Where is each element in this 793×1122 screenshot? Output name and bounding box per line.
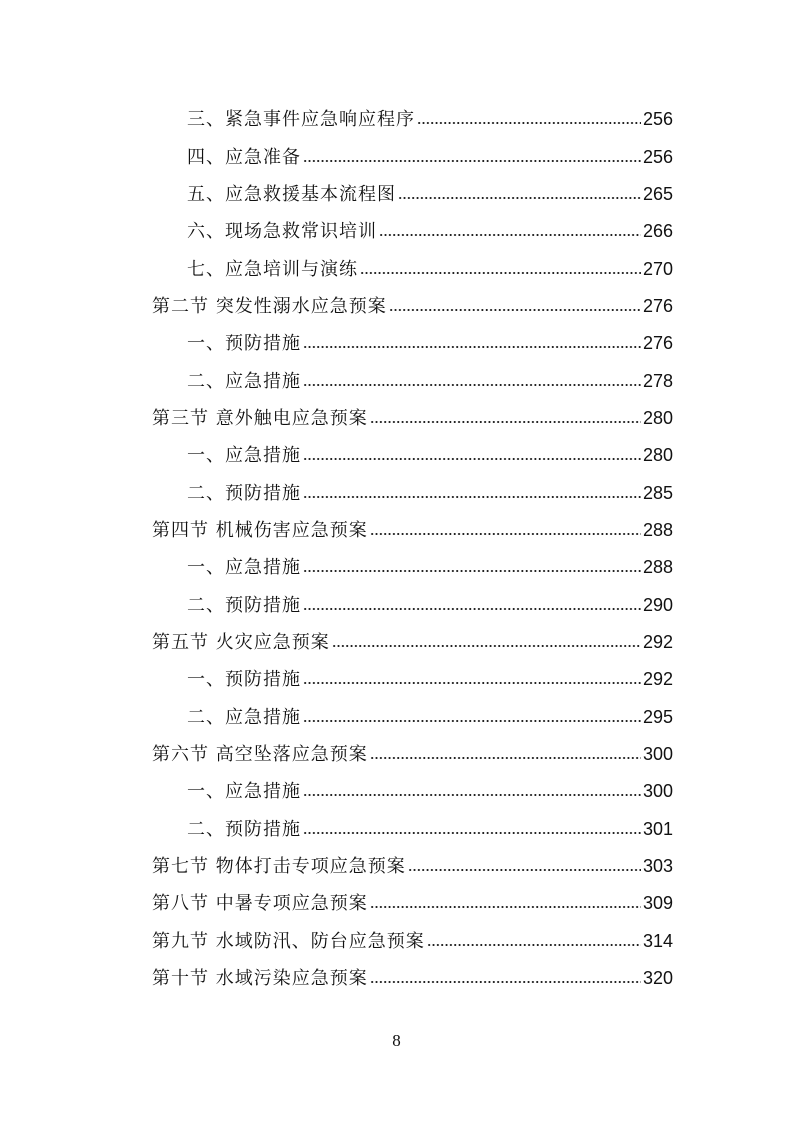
toc-entry-page: 285 [642,482,673,503]
toc-entry-page: 280 [642,445,673,466]
dot-leader [303,496,641,498]
toc-entry-title: 一、应急措施 [187,557,301,579]
toc-entry[interactable] [152,773,673,810]
toc-entry-title: 七、应急培训与演练 [187,258,358,280]
toc-entry-page: 300 [642,744,673,765]
toc-entry-title: 四、应急准备 [187,146,301,168]
toc-entry-title: 一、应急措施 [187,445,301,467]
dot-leader [360,272,641,274]
toc-entry-page: 292 [642,669,673,690]
toc-entry[interactable] [152,811,673,848]
toc-entry-page: 266 [642,221,673,242]
toc-section-entry[interactable] [152,624,673,661]
toc-entry-title: 五、应急救援基本流程图 [187,183,396,205]
toc-section-entry[interactable] [152,923,673,960]
dot-leader [370,421,641,423]
toc-entry-page: 276 [642,333,673,354]
table-of-contents [152,101,673,997]
toc-entry-title: 第四节 机械伤害应急预案 [152,519,368,541]
dot-leader [370,533,641,535]
toc-entry-page: 320 [642,968,673,989]
toc-entry[interactable] [152,250,673,287]
dot-leader [303,682,641,684]
page-number: 8 [392,1031,401,1050]
toc-section-entry[interactable] [152,288,673,325]
dot-leader [303,570,641,572]
toc-entry-page: 256 [642,109,673,130]
toc-entry-page: 295 [642,706,673,727]
toc-entry[interactable] [152,699,673,736]
dot-leader [370,906,641,908]
toc-entry-page: 300 [642,781,673,802]
toc-entry-page: 292 [642,631,673,652]
toc-section-entry[interactable] [152,736,673,773]
toc-entry-page: 303 [642,856,673,877]
toc-entry-title: 第十节 水域污染应急预案 [152,968,368,990]
toc-entry-page: 309 [642,893,673,914]
toc-entry-title: 第六节 高空坠落应急预案 [152,744,368,766]
toc-entry[interactable] [152,101,673,138]
toc-section-entry[interactable] [152,960,673,997]
toc-entry[interactable] [152,213,673,250]
dot-leader [303,608,641,610]
toc-entry-title: 第二节 突发性溺水应急预案 [152,295,387,317]
toc-entry-title: 第三节 意外触电应急预案 [152,407,368,429]
dot-leader [370,757,641,759]
toc-entry-title: 第九节 水域防汛、防台应急预案 [152,930,425,952]
dot-leader [398,197,641,199]
dot-leader [389,309,641,311]
toc-entry-page: 301 [642,818,673,839]
toc-entry-title: 二、应急措施 [187,706,301,728]
toc-entry[interactable] [152,138,673,175]
toc-entry[interactable] [152,437,673,474]
toc-section-entry[interactable] [152,885,673,922]
toc-entry-page: 280 [642,407,673,428]
toc-entry[interactable] [152,474,673,511]
toc-entry-title: 三、紧急事件应急响应程序 [187,109,415,131]
toc-section-entry[interactable] [152,400,673,437]
toc-entry[interactable] [152,176,673,213]
toc-entry-page: 314 [642,930,673,951]
toc-section-entry[interactable] [152,512,673,549]
toc-entry-title: 二、应急措施 [187,370,301,392]
toc-entry[interactable] [152,325,673,362]
dot-leader [332,645,641,647]
dot-leader [303,832,641,834]
toc-entry-title: 六、现场急救常识培训 [187,221,377,243]
toc-entry[interactable] [152,586,673,623]
toc-entry-title: 二、预防措施 [187,594,301,616]
toc-entry-page: 276 [642,295,673,316]
toc-entry-title: 第八节 中暑专项应急预案 [152,893,368,915]
toc-entry-title: 第五节 火灾应急预案 [152,631,330,653]
dot-leader [417,122,641,124]
toc-entry-page: 265 [642,183,673,204]
toc-entry-title: 二、预防措施 [187,482,301,504]
toc-section-entry[interactable] [152,848,673,885]
toc-entry-page: 270 [642,258,673,279]
dot-leader [303,384,641,386]
toc-entry-page: 278 [642,370,673,391]
toc-entry-page: 288 [642,557,673,578]
toc-entry-page: 288 [642,519,673,540]
toc-entry-title: 二、预防措施 [187,818,301,840]
toc-entry[interactable] [152,661,673,698]
toc-entry-page: 290 [642,594,673,615]
dot-leader [370,981,641,983]
dot-leader [303,720,641,722]
toc-entry-title: 一、预防措施 [187,333,301,355]
dot-leader [303,346,641,348]
toc-entry-title: 一、应急措施 [187,781,301,803]
dot-leader [303,458,641,460]
dot-leader [379,234,641,236]
dot-leader [303,794,641,796]
toc-entry-title: 一、预防措施 [187,669,301,691]
dot-leader [408,869,641,871]
dot-leader [303,160,641,162]
toc-entry-title: 第七节 物体打击专项应急预案 [152,856,406,878]
dot-leader [427,944,641,946]
toc-entry-page: 256 [642,146,673,167]
toc-entry[interactable] [152,549,673,586]
toc-entry[interactable] [152,362,673,399]
